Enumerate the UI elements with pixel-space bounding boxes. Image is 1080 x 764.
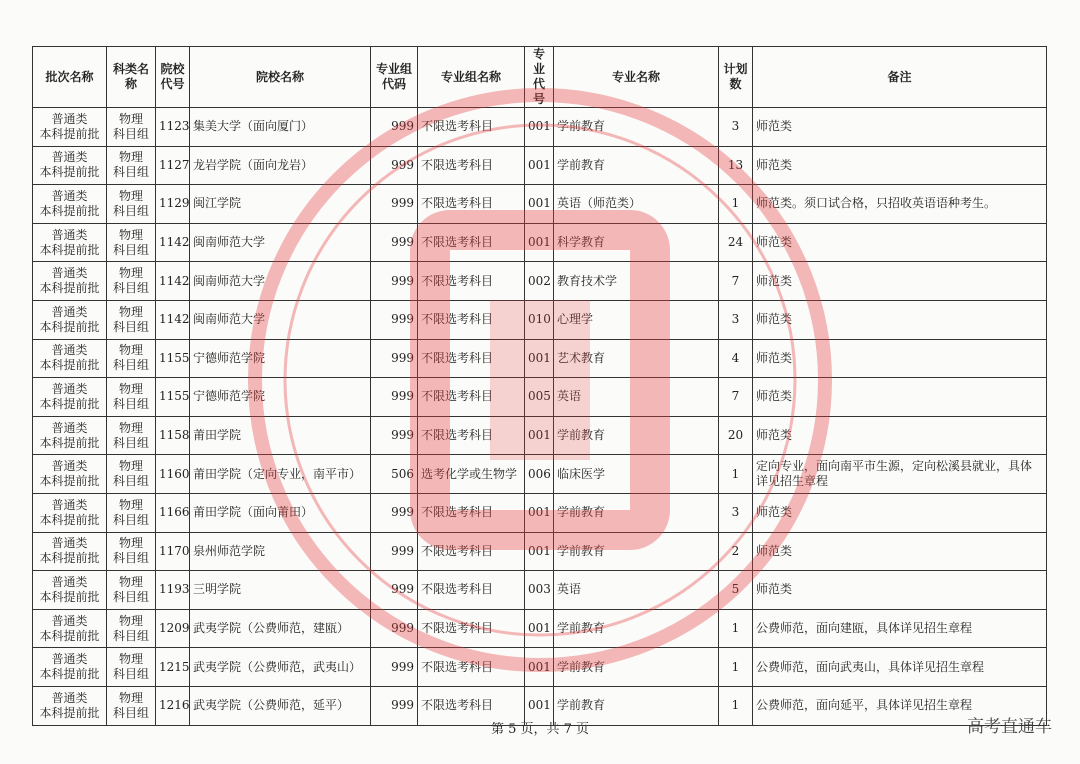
cell-major-name: 英语	[554, 571, 719, 610]
cell-plan-count: 1	[719, 185, 753, 224]
cell-plan-count: 20	[719, 416, 753, 455]
cell-remarks: 师范类。须口试合格，只招收英语语种考生。	[753, 185, 1047, 224]
cell-major-code: 001	[525, 223, 554, 262]
table-row	[33, 571, 1047, 610]
cell-school-code: 1209	[156, 609, 190, 648]
cell-plan-count: 24	[719, 223, 753, 262]
cell-plan-count: 1	[719, 455, 753, 494]
cell-plan-count: 3	[719, 300, 753, 339]
table-row	[33, 493, 1047, 532]
cell-batch: 普通类 本科提前批	[33, 262, 107, 301]
cell-remarks: 公费师范，面向武夷山，具体详见招生章程	[753, 648, 1047, 687]
cell-group-name: 不限选考科目	[418, 686, 525, 725]
cell-batch: 普通类 本科提前批	[33, 185, 107, 224]
header-batch: 批次名称	[33, 47, 107, 108]
cell-remarks: 师范类	[753, 532, 1047, 571]
cell-major-name: 学前教育	[554, 416, 719, 455]
cell-group-name: 不限选考科目	[418, 339, 525, 378]
cell-school-name: 莆田学院（定向专业，南平市）	[190, 455, 371, 494]
table-row	[33, 185, 1047, 224]
cell-remarks: 师范类	[753, 108, 1047, 147]
cell-major-code: 001	[525, 532, 554, 571]
cell-batch: 普通类 本科提前批	[33, 378, 107, 417]
cell-plan-count: 1	[719, 648, 753, 687]
cell-plan-count: 4	[719, 339, 753, 378]
cell-group-name: 不限选考科目	[418, 185, 525, 224]
cell-category: 物理 科目组	[107, 146, 156, 185]
cell-school-name: 宁德师范学院	[190, 339, 371, 378]
cell-school-code: 1142	[156, 300, 190, 339]
cell-batch: 普通类 本科提前批	[33, 455, 107, 494]
header-category: 科类名称	[107, 47, 156, 108]
cell-plan-count: 1	[719, 686, 753, 725]
cell-major-name: 学前教育	[554, 493, 719, 532]
cell-major-code: 001	[525, 146, 554, 185]
table-row	[33, 262, 1047, 301]
cell-category: 物理 科目组	[107, 455, 156, 494]
cell-school-name: 宁德师范学院	[190, 378, 371, 417]
header-group-name: 专业组名称	[418, 47, 525, 108]
cell-major-code: 001	[525, 648, 554, 687]
table-row	[33, 378, 1047, 417]
table-row	[33, 146, 1047, 185]
header-row	[33, 47, 1047, 108]
cell-group-code: 506	[371, 455, 418, 494]
table-row	[33, 532, 1047, 571]
cell-batch: 普通类 本科提前批	[33, 108, 107, 147]
cell-group-name: 不限选考科目	[418, 571, 525, 610]
cell-group-code: 999	[371, 686, 418, 725]
cell-batch: 普通类 本科提前批	[33, 571, 107, 610]
cell-school-code: 1155	[156, 339, 190, 378]
cell-school-code: 1129	[156, 185, 190, 224]
cell-plan-count: 5	[719, 571, 753, 610]
cell-major-code: 001	[525, 609, 554, 648]
cell-remarks: 师范类	[753, 339, 1047, 378]
cell-school-code: 1142	[156, 262, 190, 301]
cell-plan-count: 7	[719, 378, 753, 417]
cell-category: 物理 科目组	[107, 648, 156, 687]
cell-batch: 普通类 本科提前批	[33, 686, 107, 725]
cell-category: 物理 科目组	[107, 609, 156, 648]
cell-school-name: 武夷学院（公费师范，延平）	[190, 686, 371, 725]
cell-remarks: 师范类	[753, 493, 1047, 532]
cell-major-code: 006	[525, 455, 554, 494]
table-row	[33, 300, 1047, 339]
cell-plan-count: 2	[719, 532, 753, 571]
cell-category: 物理 科目组	[107, 378, 156, 417]
cell-school-code: 1216	[156, 686, 190, 725]
cell-group-code: 999	[371, 609, 418, 648]
cell-school-code: 1215	[156, 648, 190, 687]
cell-major-code: 001	[525, 339, 554, 378]
cell-category: 物理 科目组	[107, 416, 156, 455]
cell-category: 物理 科目组	[107, 686, 156, 725]
cell-remarks: 师范类	[753, 571, 1047, 610]
header-major-name: 专业名称	[554, 47, 719, 108]
header-school-code: 院校代号	[156, 47, 190, 108]
cell-remarks: 公费师范，面向延平，具体详见招生章程	[753, 686, 1047, 725]
cell-group-code: 999	[371, 223, 418, 262]
cell-major-code: 010	[525, 300, 554, 339]
cell-school-name: 闽南师范大学	[190, 223, 371, 262]
cell-plan-count: 3	[719, 108, 753, 147]
cell-remarks: 师范类	[753, 300, 1047, 339]
cell-remarks: 定向专业，面向南平市生源，定向松溪县就业，具体详见招生章程	[753, 455, 1047, 494]
table-row	[33, 339, 1047, 378]
cell-school-name: 闽南师范大学	[190, 300, 371, 339]
cell-category: 物理 科目组	[107, 571, 156, 610]
cell-group-name: 不限选考科目	[418, 378, 525, 417]
cell-plan-count: 3	[719, 493, 753, 532]
cell-category: 物理 科目组	[107, 493, 156, 532]
header-remarks: 备注	[753, 47, 1047, 108]
cell-school-code: 1123	[156, 108, 190, 147]
cell-major-code: 003	[525, 571, 554, 610]
cell-remarks: 师范类	[753, 146, 1047, 185]
cell-group-code: 999	[371, 648, 418, 687]
cell-group-name: 不限选考科目	[418, 609, 525, 648]
source-watermark: 高考直通车	[967, 717, 1052, 737]
cell-batch: 普通类 本科提前批	[33, 146, 107, 185]
cell-school-code: 1127	[156, 146, 190, 185]
cell-school-code: 1170	[156, 532, 190, 571]
table-row	[33, 223, 1047, 262]
table-row	[33, 609, 1047, 648]
table-row	[33, 455, 1047, 494]
cell-group-name: 不限选考科目	[418, 108, 525, 147]
cell-category: 物理 科目组	[107, 223, 156, 262]
cell-group-name: 不限选考科目	[418, 223, 525, 262]
cell-remarks: 师范类	[753, 262, 1047, 301]
cell-major-name: 英语	[554, 378, 719, 417]
cell-major-name: 英语（师范类）	[554, 185, 719, 224]
cell-major-name: 学前教育	[554, 146, 719, 185]
cell-major-name: 科学教育	[554, 223, 719, 262]
cell-group-code: 999	[371, 300, 418, 339]
cell-major-code: 001	[525, 416, 554, 455]
cell-school-name: 闽南师范大学	[190, 262, 371, 301]
cell-school-code: 1160	[156, 455, 190, 494]
cell-category: 物理 科目组	[107, 300, 156, 339]
cell-major-code: 005	[525, 378, 554, 417]
cell-school-name: 武夷学院（公费师范，武夷山）	[190, 648, 371, 687]
cell-group-name: 不限选考科目	[418, 300, 525, 339]
cell-group-code: 999	[371, 262, 418, 301]
cell-school-name: 闽江学院	[190, 185, 371, 224]
cell-major-code: 001	[525, 493, 554, 532]
cell-plan-count: 1	[719, 609, 753, 648]
cell-school-code: 1193	[156, 571, 190, 610]
cell-major-name: 学前教育	[554, 686, 719, 725]
cell-major-code: 001	[525, 185, 554, 224]
cell-school-name: 莆田学院	[190, 416, 371, 455]
cell-school-name: 龙岩学院（面向龙岩）	[190, 146, 371, 185]
table-row	[33, 108, 1047, 147]
cell-school-code: 1158	[156, 416, 190, 455]
cell-group-name: 不限选考科目	[418, 262, 525, 301]
cell-batch: 普通类 本科提前批	[33, 532, 107, 571]
cell-school-name: 集美大学（面向厦门）	[190, 108, 371, 147]
table-row	[33, 416, 1047, 455]
cell-category: 物理 科目组	[107, 185, 156, 224]
cell-remarks: 师范类	[753, 378, 1047, 417]
admission-plan-table	[32, 46, 1047, 726]
cell-major-name: 临床医学	[554, 455, 719, 494]
cell-group-code: 999	[371, 146, 418, 185]
header-plan-count: 计划数	[719, 47, 753, 108]
cell-batch: 普通类 本科提前批	[33, 648, 107, 687]
cell-school-name: 泉州师范学院	[190, 532, 371, 571]
cell-group-code: 999	[371, 185, 418, 224]
cell-group-code: 999	[371, 571, 418, 610]
cell-remarks: 师范类	[753, 416, 1047, 455]
cell-school-code: 1166	[156, 493, 190, 532]
cell-group-code: 999	[371, 378, 418, 417]
cell-remarks: 师范类	[753, 223, 1047, 262]
cell-major-code: 001	[525, 686, 554, 725]
cell-batch: 普通类 本科提前批	[33, 493, 107, 532]
cell-batch: 普通类 本科提前批	[33, 223, 107, 262]
cell-category: 物理 科目组	[107, 262, 156, 301]
cell-batch: 普通类 本科提前批	[33, 416, 107, 455]
header-major-code: 专业代号	[525, 47, 554, 108]
cell-school-code: 1142	[156, 223, 190, 262]
cell-school-name: 武夷学院（公费师范，建瓯）	[190, 609, 371, 648]
cell-batch: 普通类 本科提前批	[33, 300, 107, 339]
cell-group-name: 不限选考科目	[418, 532, 525, 571]
cell-major-code: 001	[525, 108, 554, 147]
cell-major-name: 心理学	[554, 300, 719, 339]
cell-plan-count: 7	[719, 262, 753, 301]
cell-group-code: 999	[371, 108, 418, 147]
header-group-code: 专业组代码	[371, 47, 418, 108]
cell-category: 物理 科目组	[107, 339, 156, 378]
cell-group-name: 不限选考科目	[418, 146, 525, 185]
cell-school-code: 1155	[156, 378, 190, 417]
cell-group-name: 不限选考科目	[418, 648, 525, 687]
cell-group-name: 不限选考科目	[418, 416, 525, 455]
cell-category: 物理 科目组	[107, 108, 156, 147]
cell-group-code: 999	[371, 339, 418, 378]
cell-batch: 普通类 本科提前批	[33, 339, 107, 378]
cell-major-name: 学前教育	[554, 609, 719, 648]
cell-major-name: 学前教育	[554, 532, 719, 571]
table-row	[33, 686, 1047, 725]
cell-major-name: 艺术教育	[554, 339, 719, 378]
cell-major-code: 002	[525, 262, 554, 301]
cell-group-code: 999	[371, 493, 418, 532]
cell-batch: 普通类 本科提前批	[33, 609, 107, 648]
cell-group-name: 不限选考科目	[418, 493, 525, 532]
cell-group-name: 选考化学或生物学	[418, 455, 525, 494]
cell-remarks: 公费师范，面向建瓯，具体详见招生章程	[753, 609, 1047, 648]
cell-group-code: 999	[371, 416, 418, 455]
cell-category: 物理 科目组	[107, 532, 156, 571]
cell-school-name: 莆田学院（面向莆田）	[190, 493, 371, 532]
cell-plan-count: 13	[719, 146, 753, 185]
page-number: 第 5 页，共 7 页	[490, 722, 590, 737]
cell-school-name: 三明学院	[190, 571, 371, 610]
cell-group-code: 999	[371, 532, 418, 571]
cell-major-name: 学前教育	[554, 648, 719, 687]
cell-major-name: 教育技术学	[554, 262, 719, 301]
header-school-name: 院校名称	[190, 47, 371, 108]
table-row	[33, 648, 1047, 687]
cell-major-name: 学前教育	[554, 108, 719, 147]
